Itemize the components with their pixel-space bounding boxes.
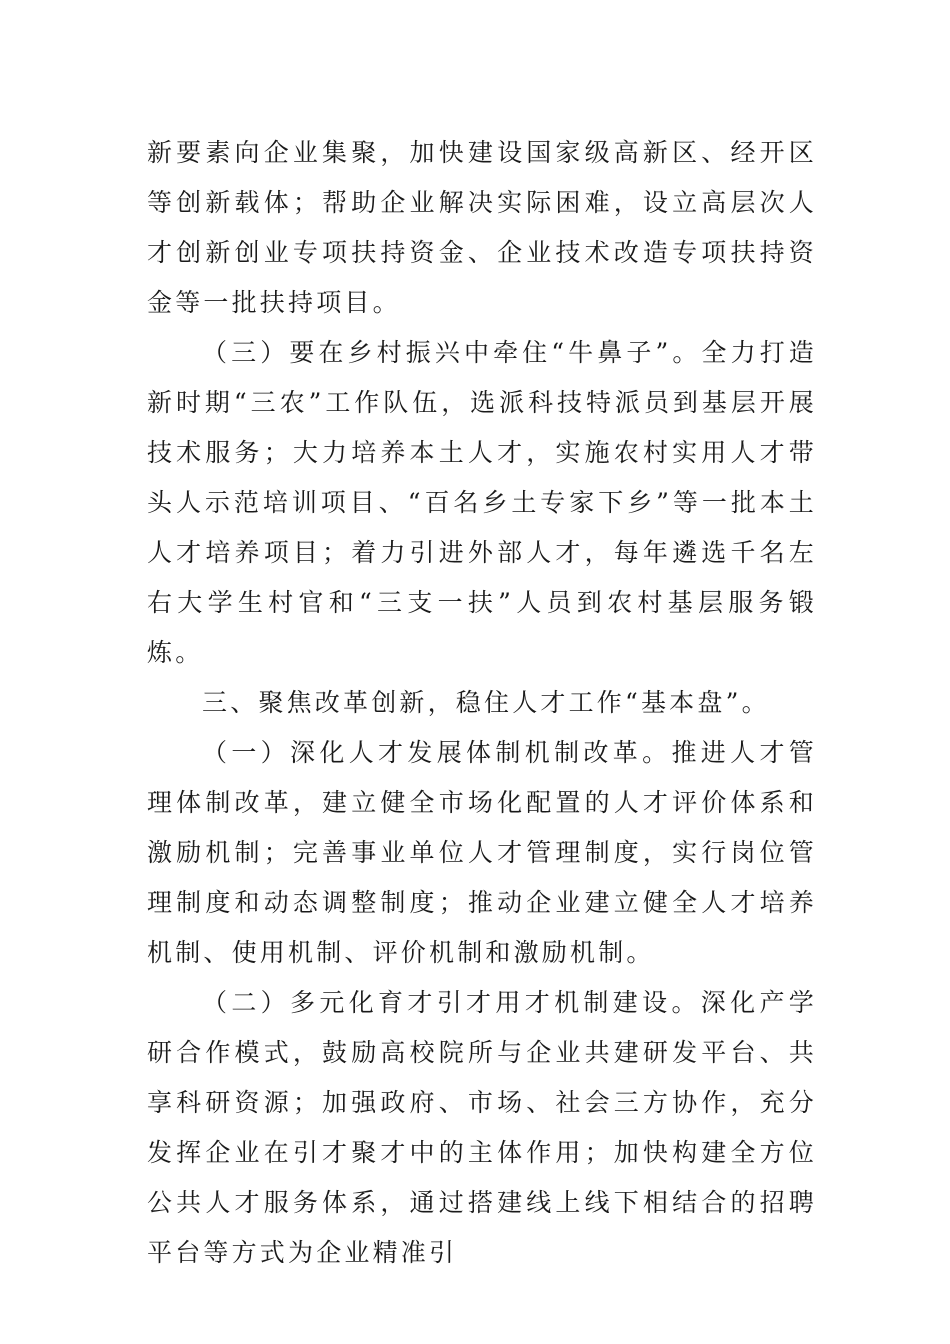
- paragraph-system-reform: （一）深化人才发展体制机制改革。推进人才管理体制改革，建立健全市场化配置的人才评价体系和激励机制；完善事业单位人才管理制度，实行岗位管理制度和动态调整制度；推动企业建立健全人才培养机制、使用机制、评价机制和激励机制。: [147, 738, 817, 967]
- section-heading-reform-innovation: 三、聚焦改革创新，稳住人才工作“基本盘”。: [202, 688, 770, 717]
- paragraph-talent-mechanism: （二）多元化育才引才用才机制建设。深化产学研合作模式，鼓励高校院所与企业共建研发平台、共享科研资源；加强政府、市场、社会三方协作，充分发挥企业在引才聚才中的主体作用；加快构建全方位公共人才服务体系，通过搭建线上线下相结合的招聘平台等方式为企业精准引: [147, 988, 817, 1267]
- document-body: [147, 128, 817, 1278]
- paragraph-continued: 新要素向企业集聚，加快建设国家级高新区、经开区等创新载体；帮助企业解决实际困难，设立高层次人才创新创业专项扶持资金、企业技术改造专项扶持资金等一批扶持项目。: [147, 138, 817, 317]
- paragraph-rural-revitalization: （三）要在乡村振兴中牵住“牛鼻子”。全力打造新时期“三农”工作队伍，选派科技特派员到基层开展技术服务；大力培养本土人才，实施农村实用人才带头人示范培训项目、“百名乡土专家下乡”等一批本土人才培养项目；着力引进外部人才，每年遴选千名左右大学生村官和“三支一扶”人员到农村基层服务锻炼。: [147, 338, 817, 667]
